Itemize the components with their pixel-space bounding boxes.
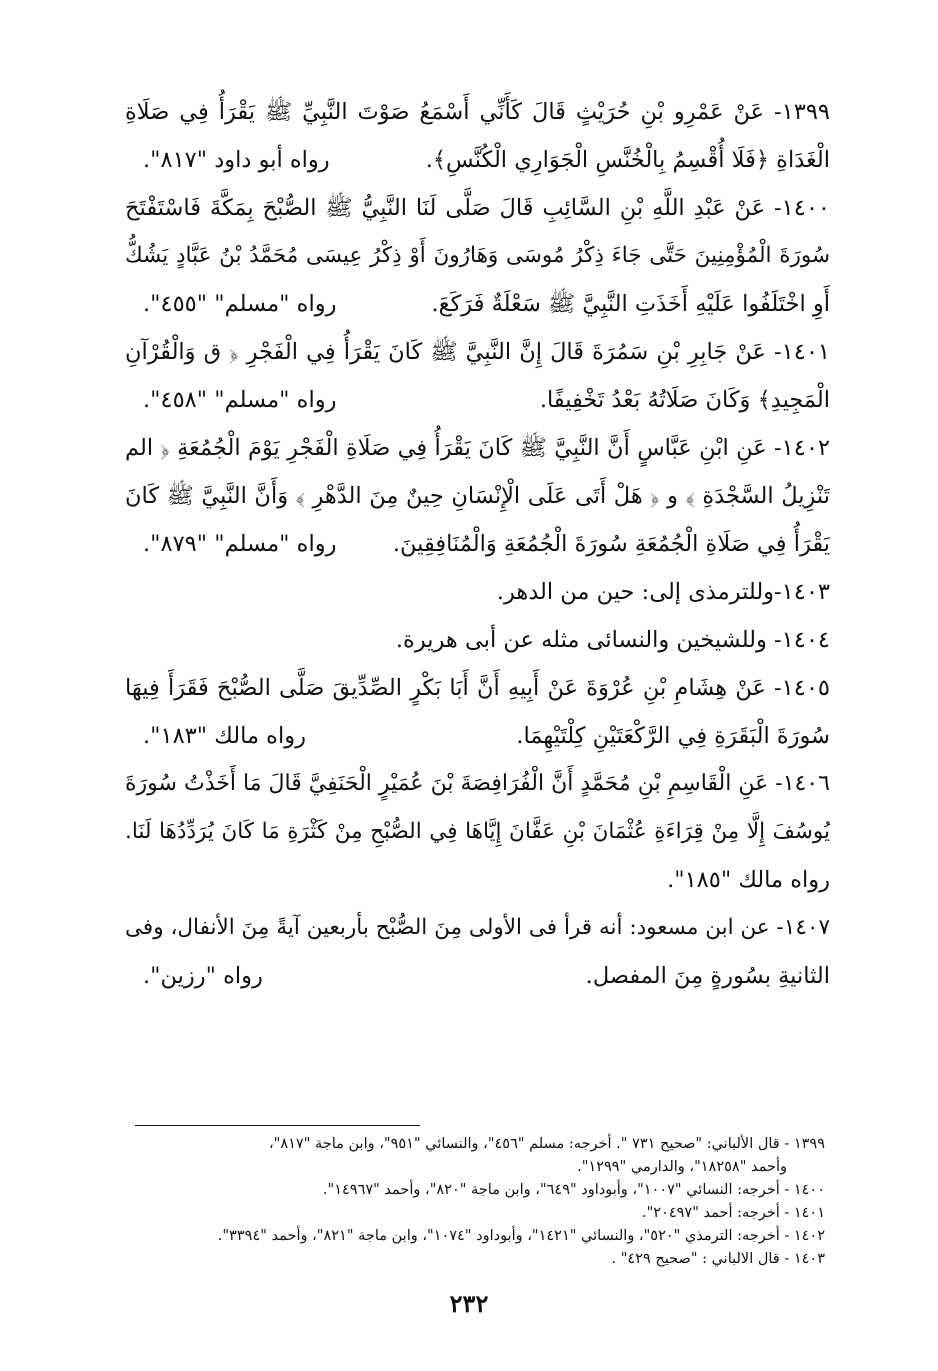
line-text: يَقْرَأُ فِي صَلَاةِ الْجُمُعَةِ سُورَةَ الْجُمُعَةِ وَالْمُنَافِقِينَ.: [392, 531, 830, 557]
main-text: [125, 88, 830, 1000]
text-line: [125, 376, 830, 424]
line-text: سُورَةَ الْبَقَرَةِ فِي الرَّكْعَتَيْنِ كِلْتَيْهِمَا.: [516, 723, 830, 749]
text-line: [125, 568, 830, 616]
line-text: ١٤٠٢- عَنِ ابْنِ عَبَّاسٍ أَنَّ النَّبِيَّ ﷺ كَانَ يَقْرَأُ فِي صَلَاةِ الْفَجْرِ يَوْمَ الْجُمُعَةِ ﴿ الم: [125, 435, 830, 461]
text-line: [125, 424, 830, 472]
footnote-line: وأحمد "١٨٢٥٨"، والدارمي "١٢٩٩".: [577, 1159, 787, 1175]
line-text: ١٣٩٩- عَنْ عَمْرِو بْنِ حُرَيْثٍ قَالَ كَأَنِّي أَسْمَعُ صَوْتَ النَّبِيِّ ﷺ يَقْرَأُ فِي صَلَاةِ: [125, 99, 830, 125]
footnote-line: ١٤٠١ - أخرجه: أحمد "٢٠٤٩٧".: [642, 1205, 825, 1221]
text-line: [125, 904, 830, 952]
text-line: [125, 808, 830, 856]
hadith-source: رواه "مسلم" "٤٥٨".: [143, 387, 337, 413]
line-text: أَوِ اخْتَلَفُوا عَلَيْهِ أَخَذَتِ النَّبِيَّ ﷺ سَعْلَةٌ فَرَكَعَ.: [431, 291, 830, 317]
footnote-line: ١٣٩٩ - قال الألباني: "صحيح ٧٣١ ". أخرجه: مسلم "٤٥٦"، والنسائي "٩٥١"، وابن ماجة "٨١٧"،: [268, 1136, 825, 1152]
hadith-source: رواه مالك "١٨٣".: [143, 723, 306, 749]
text-line: [125, 616, 830, 664]
footnote-line: ١٤٠٢ - أخرجه: الترمذي "٥٢٠"، والنسائي "١٤٢١"، وأبوداود "١٠٧٤"، وابن ماجة "٨٢١"، وأحمد "٣٣٩٤".: [217, 1228, 825, 1244]
line-text: الْمَجِيدِ﴾ وَكَانَ صَلَاتُهُ بَعْدُ تَخْفِيفًا.: [539, 387, 830, 413]
text-line: [125, 472, 830, 520]
footnote-line: ١٤٠٠ - أخرجه: النسائي "١٠٠٧"، وأبوداود "٦٤٩"، وابن ماجة "٨٢٠"، وأحمد "١٤٩٦٧".: [322, 1182, 825, 1198]
line-text: الْغَدَاةِ ﴿فَلَا أُقْسِمُ بِالْخُنَّسِ الْجَوَارِي الْكُنَّسِ﴾.: [425, 147, 830, 173]
text-line: [125, 856, 830, 904]
line-text: ١٤٠١- عَنْ جَابِرِ بْنِ سَمُرَةَ قَالَ إِنَّ النَّبِيَّ ﷺ كَانَ يَقْرَأُ فِي الْفَجْرِ ﴿ ق وَالْقُرْآنِ: [125, 339, 830, 365]
footnotes: [115, 1133, 825, 1271]
footnote-line: ١٤٠٣ - قال الالباني : "صحيح ٤٢٩" .: [611, 1251, 825, 1267]
hadith-source: رواه "مسلم" "٨٧٩".: [143, 531, 337, 557]
line-text: يُوسُفَ إِلَّا مِنْ قِرَاءَةِ عُثْمَانَ بْنِ عَفَّانَ إِيَّاهَا فِي الصُّبْحِ مِنْ كَثْرَةِ مَا كَانَ يُرَدِّدُهَا لَنَا.: [125, 819, 830, 844]
line-text: ١٤٠٠- عَنْ عَبْدِ اللَّهِ بْنِ السَّائِبِ قَالَ صَلَّى لَنَا النَّبِيُّ ﷺ الصُّبْحَ بِمَكَّةَ فَاسْتَفْتَحَ: [125, 195, 830, 221]
text-line: [125, 232, 830, 280]
hadith-source: رواه "رزين".: [143, 963, 263, 989]
text-line: [125, 520, 830, 568]
text-line: [125, 136, 830, 184]
text-line: [125, 328, 830, 376]
page-number: ٢٣٢: [449, 1289, 489, 1318]
text-line: [125, 280, 830, 328]
footnote-separator: [135, 1125, 420, 1126]
line-text: ١٤٠٣-وللترمذى إلى: حين من الدهر.: [496, 579, 830, 605]
line-text: رواه مالك "١٨٥".: [667, 867, 830, 893]
line-text: ١٤٠٦- عَنِ الْقَاسِمِ بْنِ مُحَمَّدٍ أَنَّ الْفُرَافِصَةَ بْنَ عُمَيْرٍ الْحَنَفِيَّ قَالَ مَا أَخَذْتُ سُورَةَ: [125, 771, 830, 796]
text-line: [125, 760, 830, 808]
text-line: [125, 952, 830, 1000]
text-line: [125, 712, 830, 760]
line-text: ١٤٠٧- عن ابن مسعود: أنه قرأ فى الأولى مِنَ الصُّبْح بأربعين آيةً مِنَ الأنفال، وفى: [125, 915, 830, 940]
text-line: [125, 184, 830, 232]
hadith-source: رواه "مسلم" "٤٥٥".: [143, 291, 337, 317]
line-text: تَنْزِيلُ السَّجْدَةِ ﴾ و ﴿ هَلْ أَتَى عَلَى الْإِنْسَانِ حِينٌ مِنَ الدَّهْرِ ﴾ وَأَنَّ النَّبِيَّ ﷺ كَانَ: [125, 483, 830, 509]
text-line: [125, 664, 830, 712]
line-text: الثانيةِ بسُورةٍ مِنَ المفصل.: [585, 963, 830, 989]
line-text: ١٤٠٥- عَنْ هِشَامِ بْنِ عُرْوَةَ عَنْ أَبِيهِ أَنَّ أَبَا بَكْرٍ الصِّدِّيقَ صَلَّى الصُّبْحَ فَقَرَأَ فِيهَا: [125, 675, 830, 701]
line-text: ١٤٠٤- وللشيخين والنسائى مثله عن أبى هريرة.: [395, 627, 830, 653]
line-text: سُورَةَ الْمُؤْمِنِينَ حَتَّى جَاءَ ذِكْرُ مُوسَى وَهَارُونَ أَوْ ذِكْرُ عِيسَى مُحَمَّدُ بْنُ عَبَّادٍ يَشُكُّ: [125, 243, 830, 268]
text-line: [125, 88, 830, 136]
hadith-source: رواه أبو داود "٨١٧".: [143, 147, 330, 173]
